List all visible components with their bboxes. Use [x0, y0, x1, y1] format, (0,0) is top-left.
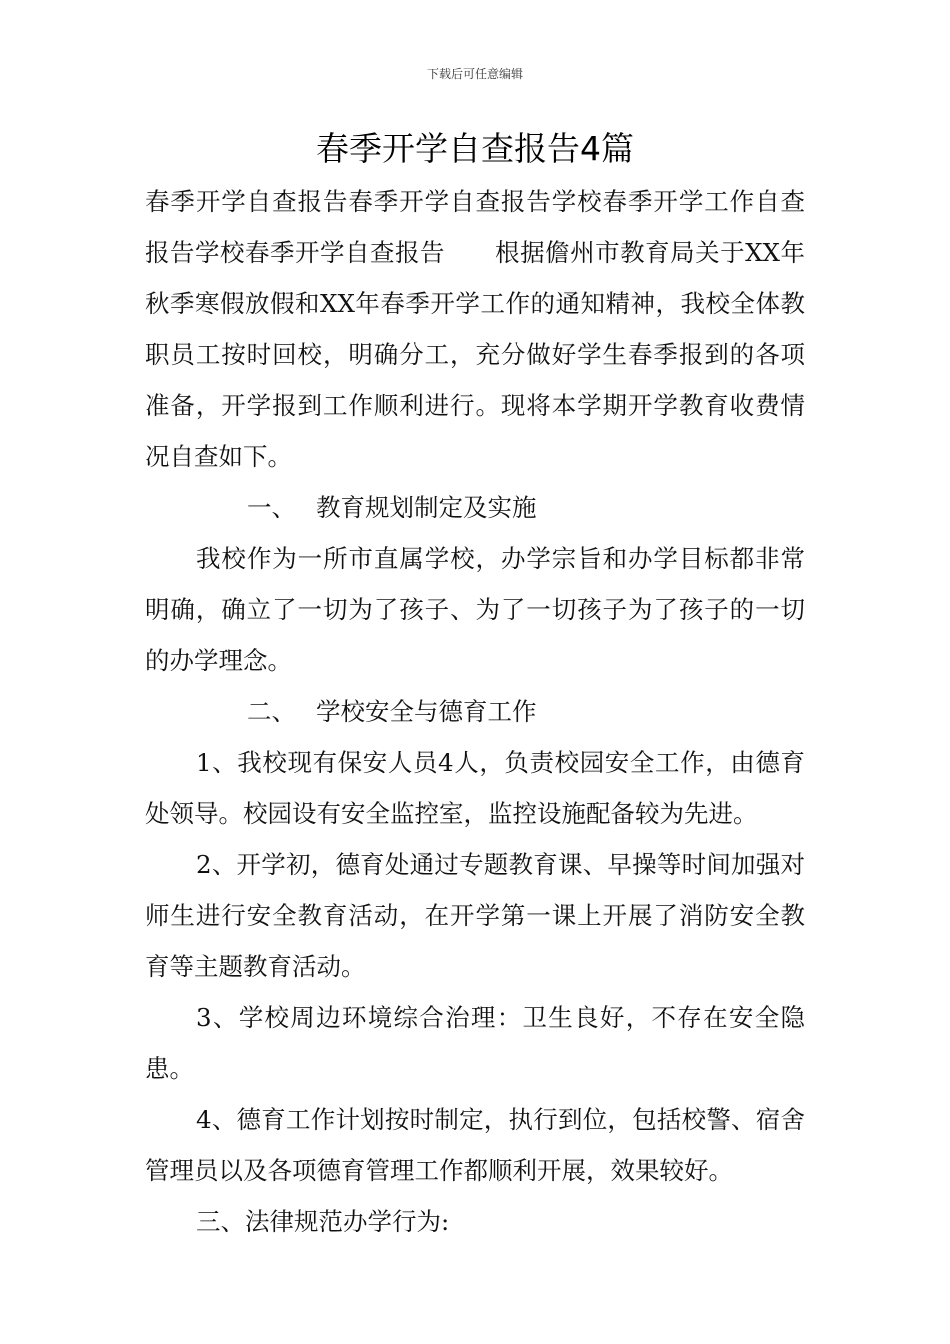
- document-body: [145, 176, 805, 1247]
- section-1-title: 教育规划制定及实施: [316, 493, 537, 522]
- section-1-number: 一、: [247, 493, 296, 522]
- section-2-heading: [145, 686, 805, 737]
- section-2-item-4: 4、德育工作计划按时制定，执行到位，包括校警、宿舍管理员以及各项德育管理工作都顺利开展，效果较好。: [145, 1105, 805, 1185]
- section-1-paragraph: 我校作为一所市直属学校，办学宗旨和办学目标都非常明确，确立了一切为了孩子、为了一切孩子为了孩子的一切的办学理念。: [145, 544, 805, 675]
- section-2-number: 二、: [247, 697, 296, 726]
- section-2-title: 学校安全与德育工作: [316, 697, 537, 726]
- section-3-heading: 三、法律规范办学行为:: [196, 1207, 450, 1236]
- section-2-item-1: 1、我校现有保安人员4人，负责校园安全工作，由德育处领导。校园设有安全监控室，监控设施配备较为先进。: [145, 748, 805, 828]
- document-title: 春季开学自查报告4篇: [316, 129, 634, 168]
- section-2-item-3: 3、学校周边环境综合治理：卫生良好，不存在安全隐患。: [145, 1003, 805, 1083]
- download-note: 下载后可任意编辑: [426, 67, 523, 81]
- section-2-item-2: 2、开学初，德育处通过专题教育课、早操等时间加强对师生进行安全教育活动，在开学第一课上开展了消防安全教育等主题教育活动。: [145, 850, 805, 981]
- section-1-heading: [145, 482, 805, 533]
- intro-paragraph: 春季开学自查报告春季开学自查报告学校春季开学工作自查报告学校春季开学自查报告 根据儋州市教育局关于XX年秋季寒假放假和XX年春季开学工作的通知精神，我校全体教职员工按时回校，明确分工，充分做好学生春季报到的各项准备，开学报到工作顺利进行。现将本学期开学教育收费情况自查如下。: [145, 187, 805, 471]
